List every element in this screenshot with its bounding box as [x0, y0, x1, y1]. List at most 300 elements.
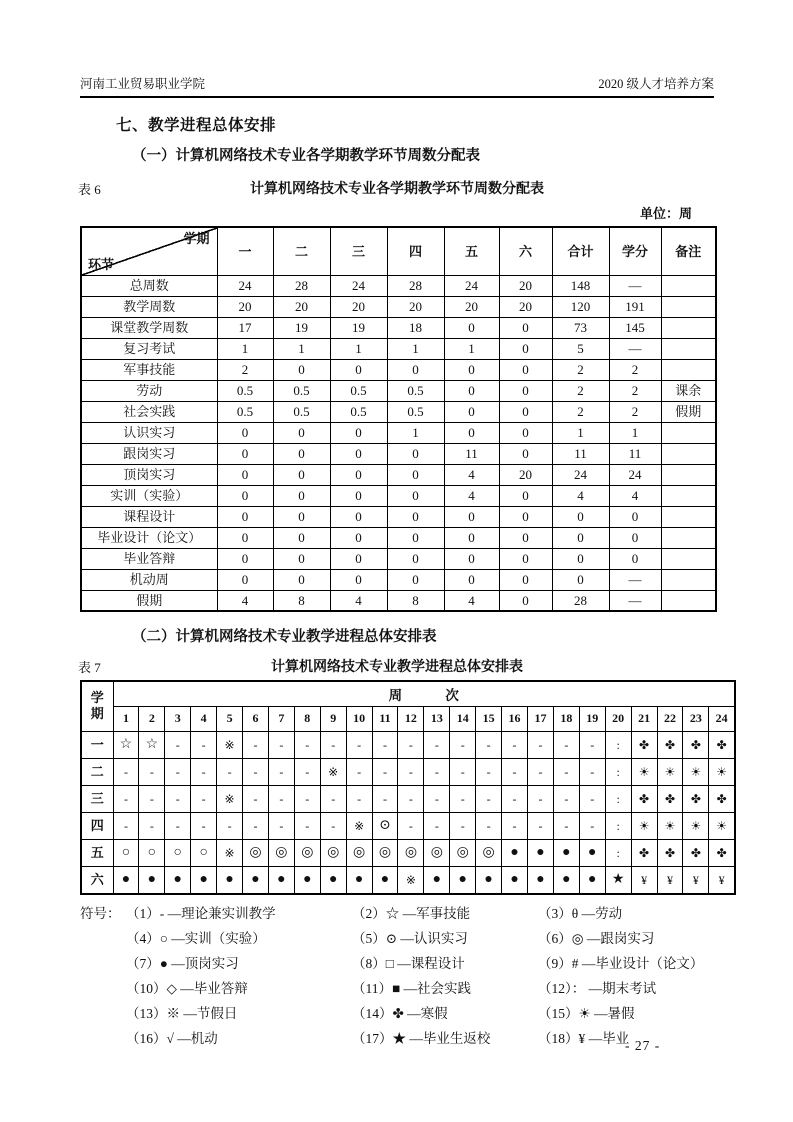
- table6-row: [81, 548, 716, 569]
- table6-cell: 0: [444, 569, 499, 590]
- table6-row-label: 劳动: [81, 380, 217, 401]
- table7-symbol-cell: ※: [346, 812, 372, 839]
- table7-row: [81, 839, 735, 866]
- table6-row-label: 复习考试: [81, 338, 217, 359]
- table7-symbol-cell: ☀: [683, 758, 709, 785]
- table6-cell: 0: [499, 506, 552, 527]
- table7-symbol-cell: -: [502, 785, 528, 812]
- table7-symbol-cell: -: [553, 785, 579, 812]
- table7-symbol-cell: -: [139, 812, 165, 839]
- table7-symbol-cell: :: [605, 785, 631, 812]
- table6-cell: 0: [499, 590, 552, 611]
- table6-caption-row: [80, 178, 714, 198]
- table7-symbol-cell: -: [165, 758, 191, 785]
- table7-symbol-cell: -: [294, 785, 320, 812]
- table6-cell: 4: [217, 590, 273, 611]
- table7-symbol-cell: ✤: [657, 839, 683, 866]
- table7-symbol-cell: -: [320, 785, 346, 812]
- table6-cell: 0: [552, 569, 609, 590]
- legend-item: （18）¥ —毕业: [538, 1030, 630, 1046]
- table7-symbol-cell: ☀: [709, 812, 735, 839]
- table6-col-header: 三: [330, 227, 387, 275]
- legend-item: （12）： —期末考试: [538, 980, 657, 996]
- table6-cell: 11: [609, 443, 661, 464]
- table6-cell: 0: [499, 569, 552, 590]
- corner-stage-label: 环节: [88, 256, 115, 272]
- table6-cell: 0: [387, 548, 444, 569]
- table6-cell: 20: [499, 296, 552, 317]
- table6-cell: 0: [217, 422, 273, 443]
- table6-row: [81, 338, 716, 359]
- page-number: - 27 -: [625, 1038, 661, 1053]
- table6-row-label: 课程设计: [81, 506, 217, 527]
- table7-symbol-cell: -: [372, 731, 398, 758]
- table6-cell: 0: [444, 506, 499, 527]
- table6-cell: 20: [444, 296, 499, 317]
- subsection2-heading: （二）计算机网络技术专业教学进程总体安排表: [132, 629, 437, 645]
- table7-symbol-cell: ¥: [657, 866, 683, 894]
- table7-symbol-cell: -: [528, 785, 554, 812]
- table6-cell: 0: [273, 422, 330, 443]
- table6-col-header: 五: [444, 227, 499, 275]
- table6-cell: 0: [330, 422, 387, 443]
- table7-symbol-cell: ●: [320, 866, 346, 894]
- table7-symbol-cell: ●: [372, 866, 398, 894]
- table6-cell: 191: [609, 296, 661, 317]
- table6-cell: 0: [330, 443, 387, 464]
- table7-symbol-cell: ●: [502, 839, 528, 866]
- table6-cell: 1: [387, 422, 444, 443]
- table7-semester-label: 一: [81, 731, 113, 758]
- table6-cell: 0: [499, 548, 552, 569]
- table7-row: [81, 731, 735, 758]
- table6-cell: 1: [273, 338, 330, 359]
- table6-cell: 0: [217, 443, 273, 464]
- table7-symbol-cell: ◎: [424, 839, 450, 866]
- table6-cell: 24: [609, 464, 661, 485]
- table7-symbol-cell: ☆: [139, 731, 165, 758]
- table7-symbol-cell: -: [398, 731, 424, 758]
- table6-cell: 课余: [661, 380, 716, 401]
- page-content: [80, 0, 736, 1047]
- table7-title: 计算机网络技术专业教学进程总体安排表: [271, 660, 523, 675]
- table7-week-number: 21: [631, 706, 657, 731]
- table6-row: [81, 359, 716, 380]
- table7-symbol-cell: -: [502, 731, 528, 758]
- table7-symbol-cell: ◎: [243, 839, 269, 866]
- table6-row-label: 军事技能: [81, 359, 217, 380]
- table6-cell: 0.5: [273, 380, 330, 401]
- table6-cell: 28: [552, 590, 609, 611]
- table7-week-numbers-row: [81, 706, 735, 731]
- table6-cell: 0: [444, 422, 499, 443]
- table6-cell: 4: [444, 464, 499, 485]
- table6-cell: 0.5: [273, 401, 330, 422]
- header-school-name: 河南工业贸易职业学院: [80, 77, 206, 91]
- table7-symbol-cell: ●: [113, 866, 139, 894]
- table6-cell: 0: [499, 485, 552, 506]
- table7-symbol-cell: ✤: [709, 839, 735, 866]
- table7-symbol-cell: -: [424, 785, 450, 812]
- table6-row: [81, 527, 716, 548]
- table6-cell: 0: [387, 464, 444, 485]
- table6-row: [81, 380, 716, 401]
- table6-cell: 2: [609, 380, 661, 401]
- table7-symbol-cell: -: [191, 731, 217, 758]
- table6-cell: 0: [273, 506, 330, 527]
- table6-row: [81, 485, 716, 506]
- table7-symbol-cell: -: [243, 731, 269, 758]
- table7-symbol-cell: ✤: [683, 839, 709, 866]
- table6-row-label: 毕业设计（论文）: [81, 527, 217, 548]
- table7-week-number: 5: [217, 706, 243, 731]
- table7-symbol-cell: ☀: [657, 758, 683, 785]
- table7-row: [81, 812, 735, 839]
- table6-cell: 1: [217, 338, 273, 359]
- table6-corner-cell: [81, 227, 217, 275]
- table7-week-number: 9: [320, 706, 346, 731]
- table6-cell: 0.5: [217, 401, 273, 422]
- legend-item: （9）# —毕业设计（论文）: [538, 955, 704, 971]
- table7-symbol-cell: ●: [579, 866, 605, 894]
- table6-cell: —: [609, 590, 661, 611]
- symbol-legend: [80, 904, 736, 1047]
- table7-symbol-cell: -: [502, 758, 528, 785]
- table7-week-number: 16: [502, 706, 528, 731]
- table7-semester-label: 二: [81, 758, 113, 785]
- table6-cell: 24: [330, 275, 387, 296]
- table7-symbol-cell: ◎: [346, 839, 372, 866]
- table6-cell: 28: [273, 275, 330, 296]
- table6-cell: 0: [330, 485, 387, 506]
- table7-symbol-cell: ◎: [294, 839, 320, 866]
- table6-cell: 2: [609, 401, 661, 422]
- table6-cell: [661, 422, 716, 443]
- legend-item: （14）✤ —寒假: [352, 1005, 448, 1021]
- table6-col-header: 四: [387, 227, 444, 275]
- table7-symbol-cell: -: [217, 758, 243, 785]
- table7-symbol-cell: -: [579, 758, 605, 785]
- table6-cell: 0: [552, 548, 609, 569]
- table7-week-number: 20: [605, 706, 631, 731]
- table6-cell: 19: [330, 317, 387, 338]
- table6-cell: 0: [444, 548, 499, 569]
- table6-cell: 4: [330, 590, 387, 611]
- table7-symbol-cell: -: [139, 758, 165, 785]
- table7-symbol-cell: -: [191, 812, 217, 839]
- table6-cell: 0: [330, 464, 387, 485]
- table7-week-number: 22: [657, 706, 683, 731]
- table7-symbol-cell: ○: [165, 839, 191, 866]
- table7-symbol-cell: ☀: [631, 812, 657, 839]
- table6-cell: 24: [552, 464, 609, 485]
- table6-cell: [661, 548, 716, 569]
- table7-symbol-cell: -: [139, 785, 165, 812]
- table7-symbol-cell: ◎: [268, 839, 294, 866]
- table6-cell: 0: [444, 317, 499, 338]
- table6-cell: 0: [273, 443, 330, 464]
- table6-row: [81, 422, 716, 443]
- table7-symbol-cell: ●: [450, 866, 476, 894]
- table7-symbol-cell: -: [346, 785, 372, 812]
- table7-symbol-cell: -: [113, 812, 139, 839]
- table7-symbol-cell: :: [605, 731, 631, 758]
- table7-symbol-cell: -: [424, 812, 450, 839]
- table6-cell: [661, 443, 716, 464]
- table7-symbol-cell: ☀: [709, 758, 735, 785]
- table6-cell: 0: [217, 464, 273, 485]
- table7-symbol-cell: ✤: [631, 839, 657, 866]
- table7-symbol-cell: ●: [528, 866, 554, 894]
- table7-symbol-cell: -: [372, 785, 398, 812]
- table7-symbol-cell: ●: [424, 866, 450, 894]
- table6-cell: 0: [330, 548, 387, 569]
- table7-schedule: [80, 680, 736, 895]
- table6-cell: 0: [609, 548, 661, 569]
- table7-week-number: 10: [346, 706, 372, 731]
- table7-symbol-cell: ※: [398, 866, 424, 894]
- table6-row-label: 假期: [81, 590, 217, 611]
- table7-symbol-cell: ★: [605, 866, 631, 894]
- table7-symbol-cell: -: [165, 731, 191, 758]
- legend-prefix: 符号：: [80, 905, 121, 921]
- table6-cell: 假期: [661, 401, 716, 422]
- table6-cell: 0: [273, 548, 330, 569]
- table6-cell: 0: [387, 527, 444, 548]
- table7-symbol-cell: ○: [191, 839, 217, 866]
- table7-symbol-cell: ※: [217, 731, 243, 758]
- section-title: 七、教学进程总体安排: [116, 117, 277, 134]
- table6-cell: [661, 527, 716, 548]
- table7-symbol-cell: ●: [294, 866, 320, 894]
- table6-cell: 0: [330, 569, 387, 590]
- table7-symbol-cell: ✤: [709, 731, 735, 758]
- table6-cell: 0: [273, 464, 330, 485]
- table6-col-header: 备注: [661, 227, 716, 275]
- table7-symbol-cell: :: [605, 758, 631, 785]
- table7-symbol-cell: ●: [502, 866, 528, 894]
- table7-symbol-cell: -: [553, 812, 579, 839]
- table6-col-header: 合计: [552, 227, 609, 275]
- table6-cell: [661, 506, 716, 527]
- legend-item: （16）√ —机动: [126, 1030, 218, 1046]
- table7-week-number: 17: [528, 706, 554, 731]
- table7-symbol-cell: -: [217, 812, 243, 839]
- table6-row: [81, 506, 716, 527]
- table6-col-header: 二: [273, 227, 330, 275]
- table7-symbol-cell: -: [113, 758, 139, 785]
- table6-cell: 1: [387, 338, 444, 359]
- table7-symbol-cell: -: [476, 758, 502, 785]
- table6-cell: 2: [552, 380, 609, 401]
- table7-symbol-cell: -: [553, 731, 579, 758]
- table7-symbol-cell: -: [424, 731, 450, 758]
- legend-item: （7）● —顶岗实习: [126, 955, 239, 971]
- table7-week-number: 24: [709, 706, 735, 731]
- table6-cell: 11: [552, 443, 609, 464]
- table6-row: [81, 275, 716, 296]
- table7-symbol-cell: -: [450, 731, 476, 758]
- table6-cell: 2: [217, 359, 273, 380]
- table7-symbol-cell: -: [268, 785, 294, 812]
- table6-cell: [661, 275, 716, 296]
- table7-symbol-cell: -: [476, 785, 502, 812]
- table6-cell: 0: [387, 359, 444, 380]
- table6-row-label: 机动周: [81, 569, 217, 590]
- table7-symbol-cell: -: [268, 731, 294, 758]
- table6-cell: 145: [609, 317, 661, 338]
- table7-row: [81, 758, 735, 785]
- table6-cell: 0: [217, 506, 273, 527]
- legend-item: （2）☆ —军事技能: [352, 905, 471, 921]
- table7-weeks-header: 周次: [113, 681, 735, 706]
- table7-symbol-cell: -: [294, 758, 320, 785]
- table6-cell: 0: [499, 443, 552, 464]
- table7-symbol-cell: ¥: [709, 866, 735, 894]
- table7-week-number: 12: [398, 706, 424, 731]
- table6-cell: 1: [444, 338, 499, 359]
- table6-cell: [661, 317, 716, 338]
- table6-cell: 0: [609, 527, 661, 548]
- table7-symbol-cell: -: [243, 758, 269, 785]
- table7-week-number: 7: [268, 706, 294, 731]
- table7-symbol-cell: -: [191, 758, 217, 785]
- table6-cell: 8: [273, 590, 330, 611]
- table7-symbol-cell: ✤: [683, 785, 709, 812]
- table6-cell: 0: [217, 569, 273, 590]
- table7-symbol-cell: ¥: [631, 866, 657, 894]
- table7-symbol-cell: -: [165, 812, 191, 839]
- table7-symbol-cell: -: [450, 785, 476, 812]
- table7-header-row1: [81, 681, 735, 706]
- table6-cell: 24: [444, 275, 499, 296]
- table6-cell: 0.5: [330, 380, 387, 401]
- table6-cell: 0: [552, 506, 609, 527]
- table7-symbol-cell: -: [320, 731, 346, 758]
- table7-week-number: 13: [424, 706, 450, 731]
- table6-cell: 0: [499, 359, 552, 380]
- table7-week-number: 11: [372, 706, 398, 731]
- table7-semester-label: 五: [81, 839, 113, 866]
- table6-cell: 2: [552, 401, 609, 422]
- table6-cell: 120: [552, 296, 609, 317]
- table7-symbol-cell: ○: [113, 839, 139, 866]
- table7-week-number: 1: [113, 706, 139, 731]
- table7-symbol-cell: -: [476, 812, 502, 839]
- table7-symbol-cell: -: [450, 758, 476, 785]
- table7-week-number: 3: [165, 706, 191, 731]
- table7-symbol-cell: -: [579, 785, 605, 812]
- table7-label: 表 7: [78, 660, 101, 675]
- table7-symbol-cell: ☀: [631, 758, 657, 785]
- table6-row: [81, 590, 716, 611]
- table7-symbol-cell: ●: [243, 866, 269, 894]
- table6-label: 表 6: [78, 182, 101, 197]
- table7-symbol-cell: ☀: [657, 812, 683, 839]
- table6-cell: 18: [387, 317, 444, 338]
- table6-cell: 4: [609, 485, 661, 506]
- table6-cell: 4: [444, 485, 499, 506]
- table7-symbol-cell: ※: [320, 758, 346, 785]
- table6-col-header: 六: [499, 227, 552, 275]
- table6-cell: 0: [499, 401, 552, 422]
- unit-note: 单位：周: [639, 206, 692, 221]
- table6-cell: 20: [273, 296, 330, 317]
- table6-cell: 0: [609, 506, 661, 527]
- table6-cell: 73: [552, 317, 609, 338]
- table6-cell: 0: [444, 527, 499, 548]
- table6-cell: 20: [499, 464, 552, 485]
- table6-cell: [661, 485, 716, 506]
- table6-cell: 4: [552, 485, 609, 506]
- table7-symbol-cell: ●: [139, 866, 165, 894]
- table7-symbol-cell: ◎: [398, 839, 424, 866]
- table6-cell: 2: [552, 359, 609, 380]
- table6-cell: 17: [217, 317, 273, 338]
- legend-item: （5）⊙ —认识实习: [352, 930, 468, 946]
- table6-cell: 24: [217, 275, 273, 296]
- table7-symbol-cell: ●: [476, 866, 502, 894]
- corner-semester-label: 学期: [183, 231, 210, 246]
- table6-row: [81, 401, 716, 422]
- legend-item: （8）□ —课程设计: [352, 955, 465, 971]
- table6-cell: 0: [499, 338, 552, 359]
- table7-symbol-cell: -: [268, 758, 294, 785]
- table7-symbol-cell: ◎: [372, 839, 398, 866]
- table7-week-number: 6: [243, 706, 269, 731]
- table6-cell: 0: [330, 527, 387, 548]
- table6-cell: —: [609, 569, 661, 590]
- table6-cell: 0: [499, 527, 552, 548]
- table7-symbol-cell: ※: [217, 785, 243, 812]
- table6-cell: —: [609, 338, 661, 359]
- table7-week-number: 4: [191, 706, 217, 731]
- table6-row-label: 跟岗实习: [81, 443, 217, 464]
- table6-row: [81, 317, 716, 338]
- legend-item: （17）★ —毕业生返校: [352, 1030, 491, 1046]
- table7-symbol-cell: -: [268, 812, 294, 839]
- table6-cell: 19: [273, 317, 330, 338]
- table7-symbol-cell: -: [113, 785, 139, 812]
- table7-week-number: 14: [450, 706, 476, 731]
- table6-cell: 20: [387, 296, 444, 317]
- table6-cell: 0: [552, 527, 609, 548]
- table7-symbol-cell: ✤: [709, 785, 735, 812]
- table7-symbol-cell: ●: [346, 866, 372, 894]
- table7-symbol-cell: -: [243, 785, 269, 812]
- table6-cell: [661, 359, 716, 380]
- table6-cell: 0: [387, 485, 444, 506]
- table6-cell: 2: [609, 359, 661, 380]
- table7-symbol-cell: ☀: [683, 812, 709, 839]
- table7-symbol-cell: -: [372, 758, 398, 785]
- table7-week-number: 19: [579, 706, 605, 731]
- table7-semester-label: 四: [81, 812, 113, 839]
- table6-cell: 0: [330, 506, 387, 527]
- table7-symbol-cell: :: [605, 812, 631, 839]
- table6-row: [81, 296, 716, 317]
- table6-row-label: 课堂教学周数: [81, 317, 217, 338]
- table7-week-number: 8: [294, 706, 320, 731]
- table6-cell: 148: [552, 275, 609, 296]
- table7-symbol-cell: ◎: [476, 839, 502, 866]
- table6-cell: 0: [387, 569, 444, 590]
- table6-cell: 0: [444, 401, 499, 422]
- table6-cell: 0: [273, 359, 330, 380]
- table6-cell: 1: [609, 422, 661, 443]
- table7-body: [81, 731, 735, 894]
- table6-cell: 0.5: [217, 380, 273, 401]
